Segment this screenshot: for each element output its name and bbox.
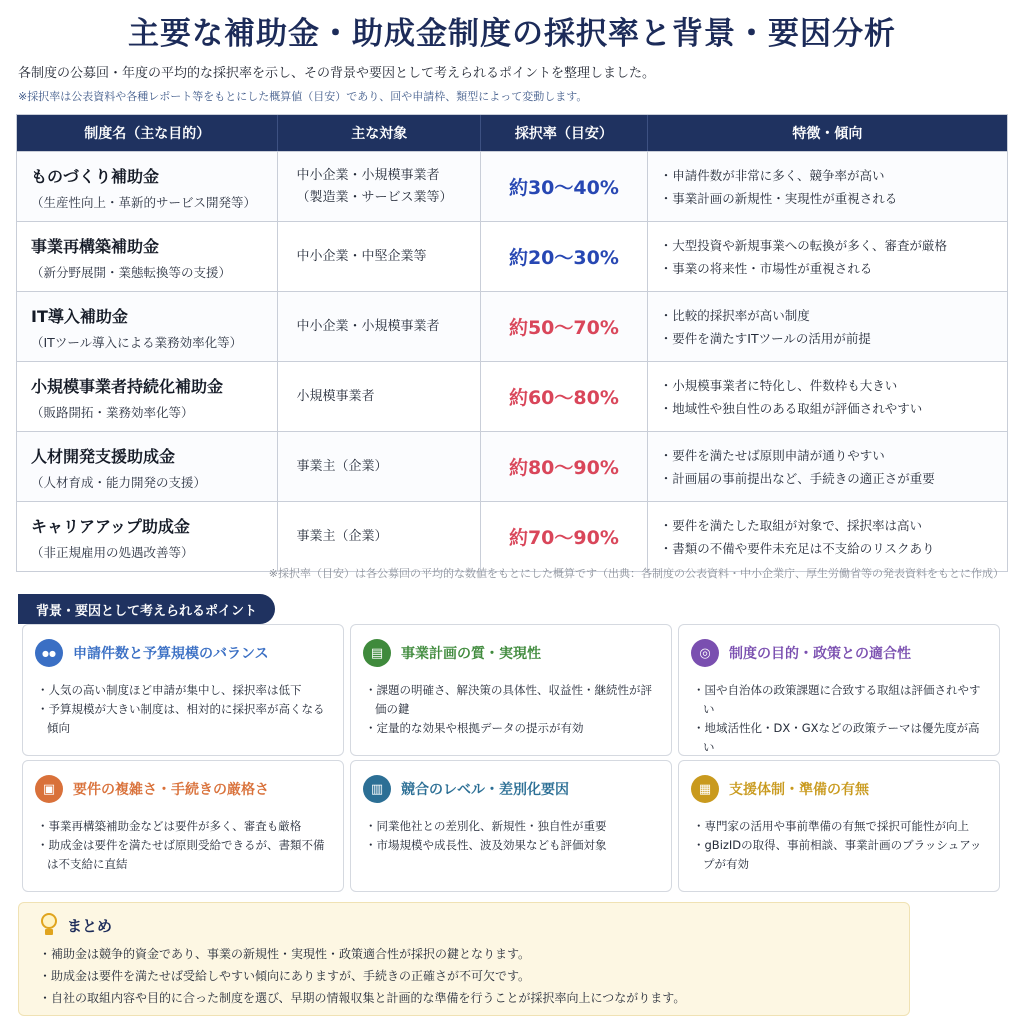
card-header	[35, 639, 269, 667]
program-name: 事業再構築補助金	[31, 237, 160, 256]
point-card	[350, 760, 672, 892]
card-item: ・ 課題の明確さ、解決策の具体性、収益性・継続性が評価の鍵	[365, 681, 659, 719]
card-item: ・ gBizIDの取得、事前相談、事業計画のブラッシュアップが有効	[693, 836, 987, 874]
program-name: 小規模事業者持続化補助金	[31, 377, 224, 396]
target-line: 小規模事業者	[296, 388, 375, 404]
target-cell	[278, 222, 481, 291]
feature-line: ・ 申請件数が非常に多く、競争率が高い	[660, 164, 1007, 187]
card-list	[693, 681, 987, 757]
program-purpose: （販路開拓・業務効率化等）	[31, 405, 194, 420]
card-list	[37, 817, 331, 874]
program-name: ものづくり補助金	[31, 167, 160, 186]
feature-line: ・ 事業の将来性・市場性が重視される	[660, 257, 1007, 280]
summary-item: ・ 助成金は要件を満たせば受給しやすい傾向にありますが、手続きの正確さが不可欠です。	[39, 965, 685, 987]
program-cell	[17, 432, 278, 501]
lightbulb-icon	[39, 913, 59, 937]
table-body	[17, 151, 1007, 571]
card-item: ・ 国や自治体の政策課題に合致する取組は評価されやすい	[693, 681, 987, 719]
feature-line: ・ 小規模事業者に特化し、件数枠も大きい	[660, 374, 1007, 397]
features-cell	[648, 502, 1007, 571]
building-icon: ▦	[691, 775, 719, 803]
program-cell	[17, 222, 278, 291]
point-card	[22, 760, 344, 892]
card-header	[35, 775, 269, 803]
point-card	[22, 624, 344, 756]
program-purpose: （非正規雇用の処遇改善等）	[31, 545, 194, 560]
rate-cell: 約50〜70%	[481, 292, 648, 361]
card-title: 事業計画の質・実現性	[401, 646, 541, 662]
target-line: 事業主（企業）	[296, 458, 388, 474]
card-header	[363, 775, 569, 803]
target-line: 事業主（企業）	[296, 528, 388, 544]
intro-text: 各制度の公募回・年度の平均的な採択率を示し、その背景や要因として考えられるポイントを整理しました。	[18, 66, 656, 81]
target-line: 中小企業・中堅企業等	[296, 248, 427, 264]
card-header	[691, 639, 911, 667]
card-title: 要件の複雑さ・手続きの厳格さ	[73, 782, 269, 798]
rate-cell: 約60〜80%	[481, 362, 648, 431]
features-cell	[648, 362, 1007, 431]
target-line: 中小企業・小規模事業者	[296, 167, 440, 183]
card-item: ・ 助成金は要件を満たせば原則受給できるが、書類不備は不支給に直結	[37, 836, 331, 874]
feature-line: ・ 要件を満たせば原則申請が通りやすい	[660, 444, 1007, 467]
section-title: 背景・要因として考えられるポイント	[18, 594, 275, 624]
card-item: ・ 専門家の活用や事前準備の有無で採択可能性が向上	[693, 817, 987, 836]
rate-cell: 約70〜90%	[481, 502, 648, 571]
feature-line: ・ 書類の不備や要件未充足は不支給のリスクあり	[660, 537, 1007, 560]
feature-line: ・ 要件を満たすITツールの活用が前提	[660, 327, 1007, 350]
feature-line: ・ 大型投資や新規事業への転換が多く、審査が厳格	[660, 234, 1007, 257]
target-icon: ◎	[691, 639, 719, 667]
summary-item: ・ 補助金は競争的資金であり、事業の新規性・実現性・政策適合性が採択の鍵となります。	[39, 943, 685, 965]
point-card	[678, 760, 1000, 892]
card-item: ・ 事業再構築補助金などは要件が多く、審査も厳格	[37, 817, 331, 836]
table-header	[17, 115, 1007, 151]
card-item: ・ 定量的な効果や根拠データの提示が有効	[365, 719, 659, 738]
card-item: ・ 同業他社との差別化、新規性・独自性が重要	[365, 817, 659, 836]
program-cell	[17, 292, 278, 361]
table-row	[17, 151, 1007, 221]
summary-box	[18, 902, 910, 1016]
program-name: IT導入補助金	[31, 307, 128, 326]
table-row	[17, 291, 1007, 361]
target-cell	[278, 502, 481, 571]
table-row	[17, 431, 1007, 501]
table-row	[17, 221, 1007, 291]
card-title: 競合のレベル・差別化要因	[401, 782, 569, 798]
summary-item: ・ 自社の取組内容や目的に合った制度を選び、早期の情報収集と計画的な準備を行うことが採択率向上につながります。	[39, 987, 685, 1009]
program-cell	[17, 152, 278, 221]
note-text: ※採択率は公表資料や各種レポート等をもとにした概算値（目安）であり、回や申請枠、類型によって変動します。	[18, 90, 588, 103]
features-cell	[648, 432, 1007, 501]
rate-cell: 約20〜30%	[481, 222, 648, 291]
summary-list	[39, 943, 685, 1009]
card-header	[691, 775, 869, 803]
features-cell	[648, 292, 1007, 361]
point-card	[678, 624, 1000, 756]
features-cell	[648, 152, 1007, 221]
header-rate: 採択率（目安）	[481, 115, 648, 151]
card-list	[365, 681, 659, 738]
rate-cell: 約30〜40%	[481, 152, 648, 221]
feature-line: ・ 事業計画の新規性・実現性が重視される	[660, 187, 1007, 210]
card-item: ・ 予算規模が大きい制度は、相対的に採択率が高くなる傾向	[37, 700, 331, 738]
card-title: 申請件数と予算規模のバランス	[73, 646, 269, 662]
target-line: （製造業・サービス業等）	[296, 189, 453, 205]
program-cell	[17, 502, 278, 571]
program-name: キャリアアップ助成金	[31, 517, 190, 536]
card-item: ・ 人気の高い制度ほど申請が集中し、採択率は低下	[37, 681, 331, 700]
bar-chart-icon: ▥	[363, 775, 391, 803]
card-title: 制度の目的・政策との適合性	[729, 646, 911, 662]
feature-line: ・ 計画届の事前提出など、手続きの適正さが重要	[660, 467, 1007, 490]
rates-table	[16, 114, 1008, 572]
header-target: 主な対象	[278, 115, 481, 151]
card-header	[363, 639, 541, 667]
program-name: 人材開発支援助成金	[31, 447, 176, 466]
program-purpose: （生産性向上・革新的サービス開発等）	[31, 195, 257, 210]
table-row	[17, 361, 1007, 431]
card-item: ・ 地域活性化・DX・GXなどの政策テーマは優先度が高い	[693, 719, 987, 757]
page-title: 主要な補助金・助成金制度の採択率と背景・要因分析	[128, 16, 896, 52]
feature-line: ・ 要件を満たした取組が対象で、採択率は高い	[660, 514, 1007, 537]
target-cell	[278, 362, 481, 431]
point-card	[350, 624, 672, 756]
program-purpose: （人材育成・能力開発の支援）	[31, 475, 207, 490]
table-row	[17, 501, 1007, 571]
target-cell	[278, 292, 481, 361]
feature-line: ・ 地域性や独自性のある取組が評価されやすい	[660, 397, 1007, 420]
document-chart-icon: ▤	[363, 639, 391, 667]
card-list	[37, 681, 331, 738]
card-list	[693, 817, 987, 874]
program-purpose: （ITツール導入による業務効率化等）	[31, 335, 243, 350]
program-purpose: （新分野展開・業態転換等の支援）	[31, 265, 232, 280]
card-title: 支援体制・準備の有無	[729, 782, 869, 798]
clipboard-icon: ▣	[35, 775, 63, 803]
header-program: 制度名（主な目的）	[17, 115, 278, 151]
people-icon: ●●	[35, 639, 63, 667]
table-source-note: ※採択率（目安）は各公募回の平均的な数値をもとにした概算です（出典：各制度の公表資料・中小企業庁、厚生労働省等の発表資料をもとに作成）	[268, 567, 1004, 580]
card-list	[365, 817, 659, 855]
features-cell	[648, 222, 1007, 291]
rate-cell: 約80〜90%	[481, 432, 648, 501]
feature-line: ・ 比較的採択率が高い制度	[660, 304, 1007, 327]
target-cell	[278, 152, 481, 221]
target-line: 中小企業・小規模事業者	[296, 318, 440, 334]
summary-title: まとめ	[67, 916, 113, 935]
card-item: ・ 市場規模や成長性、波及効果なども評価対象	[365, 836, 659, 855]
header-features: 特徴・傾向	[792, 126, 863, 142]
program-cell	[17, 362, 278, 431]
target-cell	[278, 432, 481, 501]
